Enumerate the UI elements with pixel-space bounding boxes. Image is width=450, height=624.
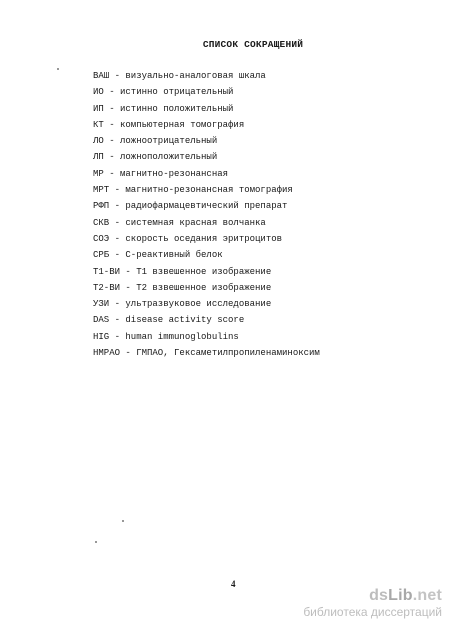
abbreviation-item: HIG - human immunoglobulins [93, 331, 239, 342]
abbreviation-item: Т1-ВИ - Т1 взвешенное изображение [93, 266, 272, 277]
scan-speck [57, 68, 59, 70]
abbreviation-list [93, 68, 320, 361]
abbreviation-item: ИО - истинно отрицательный [93, 87, 234, 98]
watermark [303, 588, 442, 618]
scan-speck [122, 520, 124, 522]
abbreviation-item: ИП - истинно положительный [93, 103, 234, 114]
abbreviation-item: СОЭ - скорость оседания эритроцитов [93, 233, 283, 244]
abbreviation-item: ВАШ - визуально-аналоговая шкала [93, 71, 266, 81]
abbreviation-item: КТ - компьютерная томография [93, 119, 245, 130]
abbreviation-item: УЗИ - ультразвуковое исследование [93, 299, 272, 310]
abbreviation-item: ЛП - ложноположительный [93, 152, 218, 163]
abbreviation-item: МРТ - магнитно-резонансная томография [93, 185, 293, 196]
abbreviation-item: СРБ - С-реактивный белок [93, 250, 223, 261]
page-number: 4 [231, 579, 236, 589]
abbreviation-item: Т2-ВИ - Т2 взвешенное изображение [93, 282, 272, 293]
watermark-subtitle: библиотека диссертаций [303, 605, 442, 619]
abbreviation-item: ЛО - ложноотрицательный [93, 136, 218, 147]
abbreviation-item: DAS - disease activity score [93, 315, 245, 326]
watermark-logo: dsLib.net [369, 587, 442, 604]
scan-speck [95, 541, 97, 543]
abbreviation-item: СКВ - системная красная волчанка [93, 217, 266, 228]
abbreviation-item: МР - магнитно-резонансная [93, 168, 229, 179]
abbreviation-item: РФП - радиофармацевтический препарат [93, 201, 288, 212]
page-title: СПИСОК СОКРАЩЕНИЙ [202, 39, 304, 50]
abbreviation-item: НМРАО - ГМПАО, Гексаметилпропиленаминоксим [93, 348, 320, 359]
